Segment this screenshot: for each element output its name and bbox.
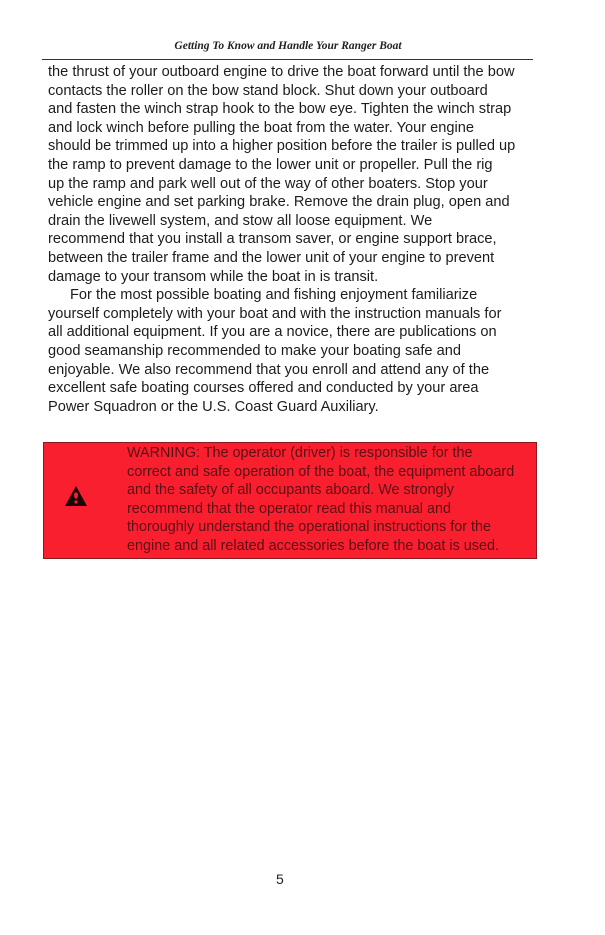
text-line: contacts the roller on the bow stand block. Shut down your outboard [48,82,488,99]
text-line: recommend that you install a transom saver, or engine support brace, [48,231,497,248]
warning-line: WARNING: The operator (driver) is responsible for the [127,445,473,461]
text-line: vehicle engine and set parking brake. Remove the drain plug, open and [48,194,510,211]
warning-line: correct and safe operation of the boat, the equipment aboard [127,463,515,480]
text-line: all additional equipment. If you are a novice, there are publications on [48,324,497,341]
text-line: enjoyable. We also recommend that you enroll and attend any of the [48,361,490,378]
text-line: damage to your transom while the boat in is transit. [48,268,379,285]
text-line: up the ramp and park well out of the way of other boaters. Stop your [48,175,488,192]
text-line: yourself completely with your boat and with the instruction manuals for [48,305,502,322]
text-line: should be trimmed up into a higher position before the trailer is pulled up [48,138,516,155]
header-rule [42,59,533,60]
text-line: and lock winch before pulling the boat from the water. Your engine [48,119,474,136]
text-line: For the most possible boating and fishing enjoyment familiarize [70,287,478,304]
text-line: good seamanship recommended to make your boating safe and [48,342,461,359]
text-line: drain the livewell system, and stow all loose equipment. We [48,212,433,229]
warning-box [43,442,537,559]
body-text [48,63,548,416]
warning-line: thoroughly understand the operational instructions for the [127,519,491,536]
warning-line: and the safety of all occupants aboard. We strongly [127,482,454,499]
text-line: excellent safe boating courses offered and conducted by your area [48,380,479,397]
text-line: and fasten the winch strap hook to the bow eye. Tighten the winch strap [48,101,512,118]
text-line: the ramp to prevent damage to the lower unit or propeller. Pull the rig [48,156,493,173]
page-number: 5 [276,871,284,887]
warning-triangle-icon [64,485,88,507]
warning-line: recommend that the operator read this manual and [127,500,451,517]
text-line: Power Squadron or the U.S. Coast Guard Auxiliary. [48,398,379,415]
warning-text [127,444,537,556]
warning-line: engine and all related accessories before the boat is used. [127,537,499,554]
text-line: the thrust of your outboard engine to drive the boat forward until the bow [48,64,515,80]
text-line: between the trailer frame and the lower unit of your engine to prevent [48,249,495,266]
running-header: Getting To Know and Handle Your Ranger Boat [174,40,402,52]
